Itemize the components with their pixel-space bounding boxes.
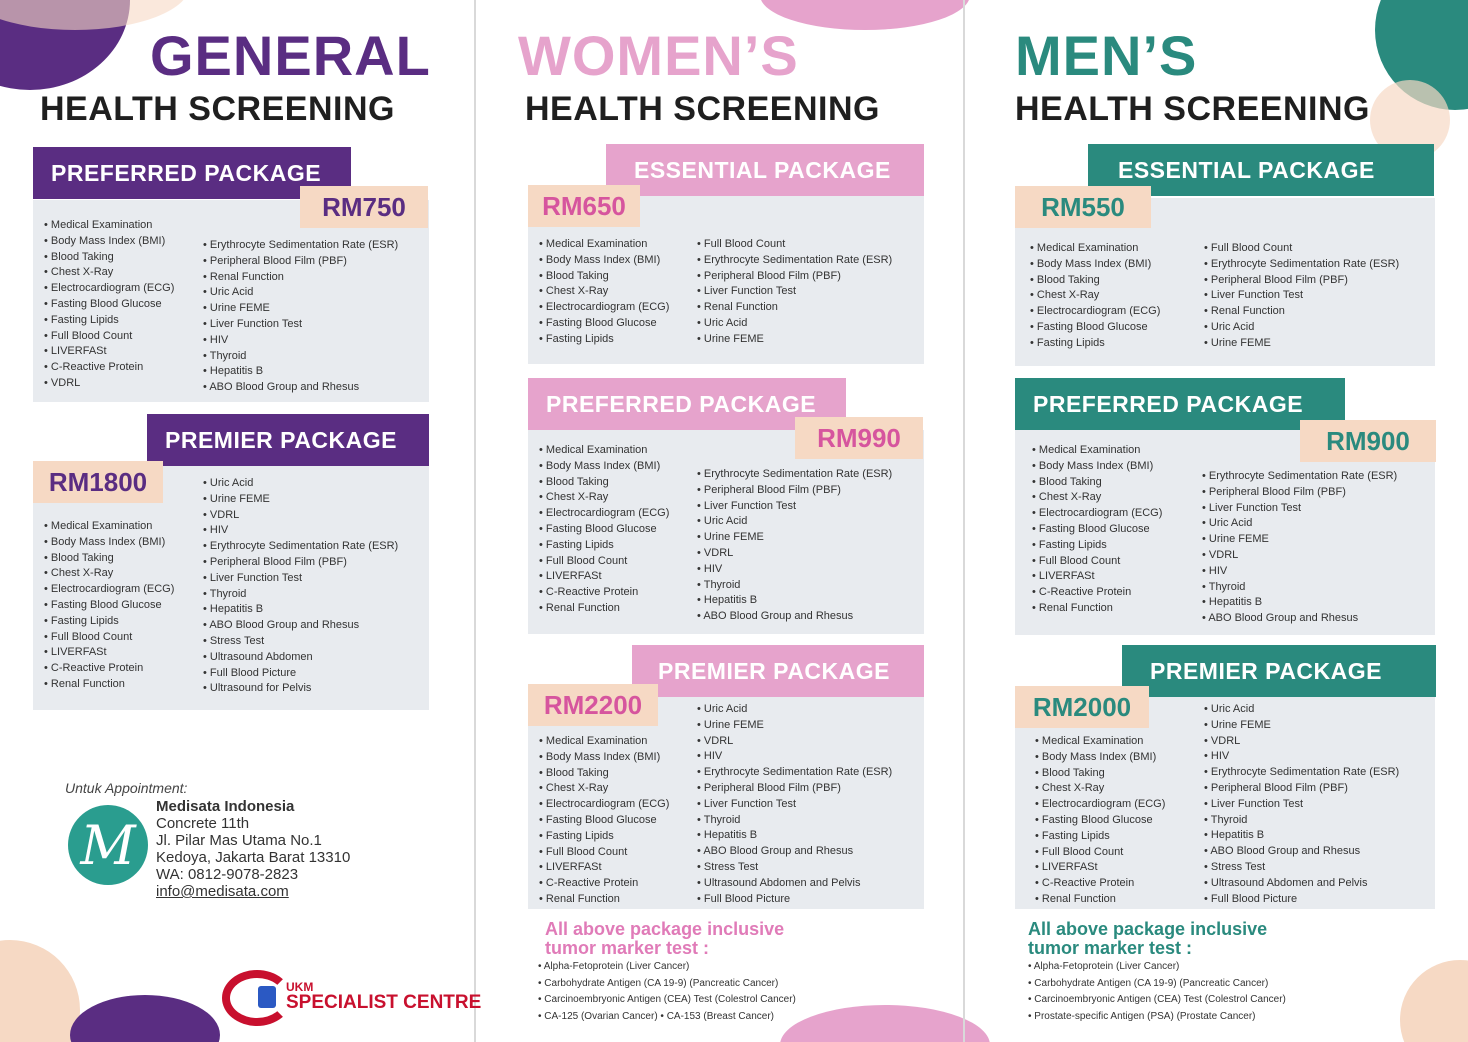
list-item: • Electrocardiogram (ECG) [1032,506,1162,522]
ukm-swoosh-icon [222,970,292,1026]
list-item: • Fasting Blood Glucose [539,316,669,332]
general-premier-list-2 [203,476,398,697]
list-item: • Renal Function [539,892,669,908]
list-item: • Full Blood Count [539,845,669,861]
list-item: • Hepatitis B [1204,828,1399,844]
list-item: • Erythrocyte Sedimentation Rate (ESR) [203,539,398,555]
list-item: • Ultrasound Abdomen [203,650,398,666]
list-item: • C-Reactive Protein [1032,585,1162,601]
list-item: • Fasting Lipids [1032,538,1162,554]
list-item: • Uric Acid [1204,320,1399,336]
list-item: • Chest X-Ray [1035,781,1165,797]
decor-blob [0,940,80,1042]
list-item: • Chest X-Ray [1030,288,1160,304]
list-item: • Medical Examination [539,237,669,253]
men-subtitle: HEALTH SCREENING [1015,90,1370,128]
decor-blob [780,1005,990,1042]
list-item: • HIV [1204,749,1399,765]
list-item: • Peripheral Blood Film (PBF) [697,781,892,797]
list-item: • Fasting Blood Glucose [1035,813,1165,829]
list-item: • Urine FEME [697,530,892,546]
list-item: • Thyroid [1204,813,1399,829]
women-essential-list-2 [697,237,892,348]
ukm-name: SPECIALIST CENTRE [286,992,482,1013]
decor-blob [1400,960,1468,1042]
men-title: MEN’S [1015,24,1198,87]
list-item: • Liver Function Test [203,317,398,333]
address-line-3: Kedoya, Jakarta Barat 13310 [156,849,351,866]
list-item: • Fasting Blood Glucose [44,598,174,614]
list-item: • Uric Acid [697,316,892,332]
list-item: • Liver Function Test [697,499,892,515]
women-tumor-title-line-1: All above package inclusive [545,919,785,939]
list-item: • Erythrocyte Sedimentation Rate (ESR) [697,253,892,269]
list-item: • C-Reactive Protein [1035,876,1165,892]
list-item: • Prostate-specific Antigen (PSA) (Prostate Cancer) [1028,1009,1286,1026]
general-preferred-price: RM750 [300,186,428,228]
men-preferred-list-2 [1202,469,1397,627]
women-preferred-header: PREFERRED PACKAGE [528,378,846,430]
list-item: • Renal Function [1032,601,1162,617]
ukm-specialist-centre-logo [222,970,482,1026]
list-item: • HIV [203,333,398,349]
list-item: • Renal Function [697,300,892,316]
list-item: • Peripheral Blood Film (PBF) [203,555,398,571]
list-item: • Renal Function [1204,304,1399,320]
list-item: • Fasting Blood Glucose [539,813,669,829]
list-item: • Renal Function [1035,892,1165,908]
men-premier-list-2 [1204,702,1399,907]
list-item: • Blood Taking [44,551,174,567]
list-item: • LIVERFASt [539,860,669,876]
list-item: • Full Blood Count [44,630,174,646]
list-item: • Carbohydrate Antigen (CA 19-9) (Pancreatic Cancer) [538,976,796,993]
list-item: • Urine FEME [1204,336,1399,352]
list-item: • Hepatitis B [203,602,398,618]
list-item: • Fasting Lipids [539,332,669,348]
list-item: • Uric Acid [203,476,398,492]
list-item: • Urine FEME [1202,532,1397,548]
men-preferred-price: RM900 [1300,420,1436,462]
list-item: • Erythrocyte Sedimentation Rate (ESR) [1204,765,1399,781]
list-item: • Stress Test [1204,860,1399,876]
list-item: • Carcinoembryonic Antigen (CEA) Test (Colestrol Cancer) [1028,992,1286,1009]
list-item: • Full Blood Count [44,329,174,345]
women-essential-header: ESSENTIAL PACKAGE [606,144,924,196]
list-item: • Uric Acid [1202,516,1397,532]
women-essential-list-1 [539,237,669,348]
list-item: • C-Reactive Protein [44,360,174,376]
list-item: • Ultrasound for Pelvis [203,681,398,697]
list-item: • C-Reactive Protein [539,876,669,892]
list-item: • C-Reactive Protein [44,661,174,677]
list-item: • Medical Examination [1032,443,1162,459]
men-tumor-title-line-2: tumor marker test : [1028,938,1193,958]
general-premier-price: RM1800 [33,461,163,503]
list-item: • Peripheral Blood Film (PBF) [1204,273,1399,289]
men-preferred-list-1 [1032,443,1162,617]
general-title: GENERAL [150,24,431,87]
list-item: • Body Mass Index (BMI) [44,535,174,551]
list-item: • Blood Taking [1035,766,1165,782]
list-item: • Fasting Blood Glucose [1030,320,1160,336]
general-preferred-list-2 [203,238,398,396]
list-item: • ABO Blood Group and Rhesus [1204,844,1399,860]
list-item: • Thyroid [1202,580,1397,596]
list-item: • Blood Taking [44,250,174,266]
list-item: • Renal Function [539,601,669,617]
list-item: • Hepatitis B [1202,595,1397,611]
general-premier-header: PREMIER PACKAGE [147,414,429,466]
list-item: • Blood Taking [539,475,669,491]
panel-divider [963,0,965,1042]
list-item: • HIV [203,523,398,539]
list-item: • Liver Function Test [1204,797,1399,813]
list-item: • Medical Examination [44,519,174,535]
list-item: • Peripheral Blood Film (PBF) [697,483,892,499]
women-essential-price: RM650 [528,185,640,227]
list-item: • Stress Test [697,860,892,876]
list-item: • Urine FEME [203,492,398,508]
list-item: • Chest X-Ray [44,566,174,582]
list-item: • Stress Test [203,634,398,650]
list-item: • Urine FEME [203,301,398,317]
general-subtitle: HEALTH SCREENING [40,90,395,128]
list-item: • CA-125 (Ovarian Cancer) • CA-153 (Breast Cancer) [538,1009,796,1026]
list-item: • Thyroid [697,578,892,594]
list-item: • Liver Function Test [1202,501,1397,517]
list-item: • Peripheral Blood Film (PBF) [697,269,892,285]
men-essential-list-1 [1030,241,1160,352]
list-item: • Erythrocyte Sedimentation Rate (ESR) [203,238,398,254]
list-item: • Hepatitis B [697,593,892,609]
list-item: • Electrocardiogram (ECG) [1030,304,1160,320]
list-item: • Full Blood Count [697,237,892,253]
men-tumor-title [1028,920,1267,958]
list-item: • Erythrocyte Sedimentation Rate (ESR) [697,467,892,483]
list-item: • Thyroid [697,813,892,829]
list-item: • Blood Taking [1032,475,1162,491]
list-item: • HIV [1202,564,1397,580]
women-premier-list-2 [697,702,892,907]
list-item: • VDRL [697,734,892,750]
list-item: • Carbohydrate Antigen (CA 19-9) (Pancreatic Cancer) [1028,976,1286,993]
men-essential-price: RM550 [1015,186,1151,228]
list-item: • Fasting Blood Glucose [44,297,174,313]
list-item: • Full Blood Picture [203,666,398,682]
list-item: • Alpha-Fetoprotein (Liver Cancer) [538,959,796,976]
men-premier-header: PREMIER PACKAGE [1122,645,1436,697]
men-premier-price: RM2000 [1015,686,1149,728]
list-item: • Full Blood Count [1032,554,1162,570]
men-preferred-header: PREFERRED PACKAGE [1015,378,1345,430]
list-item: • Hepatitis B [203,364,398,380]
list-item: • Fasting Lipids [44,313,174,329]
men-essential-list-2 [1204,241,1399,352]
list-item: • Fasting Lipids [1030,336,1160,352]
list-item: • ABO Blood Group and Rhesus [203,618,398,634]
women-premier-header: PREMIER PACKAGE [632,645,924,697]
list-item: • Renal Function [203,270,398,286]
list-item: • Alpha-Fetoprotein (Liver Cancer) [1028,959,1286,976]
women-preferred-list-2 [697,467,892,625]
list-item: • Liver Function Test [697,284,892,300]
list-item: • Liver Function Test [203,571,398,587]
medisata-logo: M [68,805,148,885]
list-item: • Peripheral Blood Film (PBF) [1202,485,1397,501]
list-item: • LIVERFASt [44,344,174,360]
list-item: • Body Mass Index (BMI) [539,750,669,766]
list-item: • Uric Acid [697,514,892,530]
whatsapp-number: WA: 0812-9078-2823 [156,866,299,883]
list-item: • Thyroid [203,349,398,365]
list-item: • Liver Function Test [1204,288,1399,304]
list-item: • Ultrasound Abdomen and Pelvis [697,876,892,892]
men-premier-list-1 [1035,734,1165,908]
list-item: • Thyroid [203,587,398,603]
list-item: • VDRL [44,376,174,392]
list-item: • ABO Blood Group and Rhesus [697,844,892,860]
list-item: • LIVERFASt [44,645,174,661]
list-item: • Peripheral Blood Film (PBF) [203,254,398,270]
panel-divider [474,0,476,1042]
list-item: • Uric Acid [697,702,892,718]
women-tumor-list [538,959,796,1025]
women-tumor-title [545,920,784,958]
list-item: • Fasting Lipids [1035,829,1165,845]
list-item: • Ultrasound Abdomen and Pelvis [1204,876,1399,892]
women-premier-price: RM2200 [528,684,658,726]
list-item: • ABO Blood Group and Rhesus [697,609,892,625]
list-item: • Body Mass Index (BMI) [539,459,669,475]
list-item: • Fasting Lipids [539,538,669,554]
email-link[interactable]: info@medisata.com [156,883,289,900]
list-item: • VDRL [203,508,398,524]
women-subtitle: HEALTH SCREENING [525,90,880,128]
ukm-label: UKM [286,980,314,994]
list-item: • Erythrocyte Sedimentation Rate (ESR) [697,765,892,781]
list-item: • Medical Examination [44,218,174,234]
address-line-1: Concrete 11th [156,815,250,832]
list-item: • Medical Examination [539,443,669,459]
ukm-crest-icon [258,986,276,1008]
address-line-2: Jl. Pilar Mas Utama No.1 [156,832,322,849]
list-item: • Chest X-Ray [539,490,669,506]
list-item: • VDRL [697,546,892,562]
list-item: • ABO Blood Group and Rhesus [203,380,398,396]
list-item: • Erythrocyte Sedimentation Rate (ESR) [1204,257,1399,273]
list-item: • Body Mass Index (BMI) [1030,257,1160,273]
list-item: • ABO Blood Group and Rhesus [1202,611,1397,627]
list-item: • Full Blood Count [539,554,669,570]
list-item: • Blood Taking [539,766,669,782]
list-item: • Urine FEME [697,718,892,734]
list-item: • Full Blood Picture [697,892,892,908]
list-item: • Hepatitis B [697,828,892,844]
list-item: • Electrocardiogram (ECG) [539,300,669,316]
list-item: • Chest X-Ray [1032,490,1162,506]
list-item: • HIV [697,749,892,765]
list-item: • LIVERFASt [1035,860,1165,876]
list-item: • Renal Function [44,677,174,693]
general-premier-list-1 [44,519,174,693]
list-item: • Blood Taking [539,269,669,285]
list-item: • HIV [697,562,892,578]
list-item: • Electrocardiogram (ECG) [44,582,174,598]
list-item: • Body Mass Index (BMI) [1035,750,1165,766]
list-item: • Uric Acid [203,285,398,301]
list-item: • Urine FEME [1204,718,1399,734]
list-item: • Full Blood Count [1204,241,1399,257]
list-item: • Full Blood Count [1035,845,1165,861]
men-essential-header: ESSENTIAL PACKAGE [1088,144,1434,196]
list-item: • C-Reactive Protein [539,585,669,601]
men-tumor-title-line-1: All above package inclusive [1028,919,1268,939]
list-item: • Erythrocyte Sedimentation Rate (ESR) [1202,469,1397,485]
list-item: • Electrocardiogram (ECG) [44,281,174,297]
women-title: WOMEN’S [518,24,799,87]
list-item: • Urine FEME [697,332,892,348]
women-preferred-list-1 [539,443,669,617]
list-item: • VDRL [1202,548,1397,564]
list-item: • Chest X-Ray [539,284,669,300]
list-item: • Carcinoembryonic Antigen (CEA) Test (Colestrol Cancer) [538,992,796,1009]
men-tumor-list [1028,959,1286,1025]
list-item: • Medical Examination [1035,734,1165,750]
list-item: • Body Mass Index (BMI) [1032,459,1162,475]
list-item: • Fasting Lipids [44,614,174,630]
list-item: • Fasting Lipids [539,829,669,845]
general-preferred-header: PREFERRED PACKAGE [33,147,351,199]
list-item: • Fasting Blood Glucose [539,522,669,538]
list-item: • Electrocardiogram (ECG) [1035,797,1165,813]
list-item: • VDRL [1204,734,1399,750]
list-item: • Peripheral Blood Film (PBF) [1204,781,1399,797]
women-premier-list-1 [539,734,669,908]
list-item: • Blood Taking [1030,273,1160,289]
company-name: Medisata Indonesia [156,798,295,815]
women-tumor-title-line-2: tumor marker test : [545,938,710,958]
list-item: • Electrocardiogram (ECG) [539,797,669,813]
list-item: • LIVERFASt [539,569,669,585]
decor-blob [70,995,220,1042]
list-item: • Body Mass Index (BMI) [44,234,174,250]
list-item: • Liver Function Test [697,797,892,813]
women-preferred-price: RM990 [795,417,923,459]
list-item: • LIVERFASt [1032,569,1162,585]
list-item: • Medical Examination [1030,241,1160,257]
list-item: • Electrocardiogram (ECG) [539,506,669,522]
list-item: • Chest X-Ray [44,265,174,281]
list-item: • Full Blood Picture [1204,892,1399,908]
contact-block [156,798,350,900]
general-preferred-list-1 [44,218,174,392]
list-item: • Fasting Blood Glucose [1032,522,1162,538]
list-item: • Body Mass Index (BMI) [539,253,669,269]
list-item: • Medical Examination [539,734,669,750]
list-item: • Chest X-Ray [539,781,669,797]
appointment-label: Untuk Appointment: [65,780,188,796]
list-item: • Uric Acid [1204,702,1399,718]
